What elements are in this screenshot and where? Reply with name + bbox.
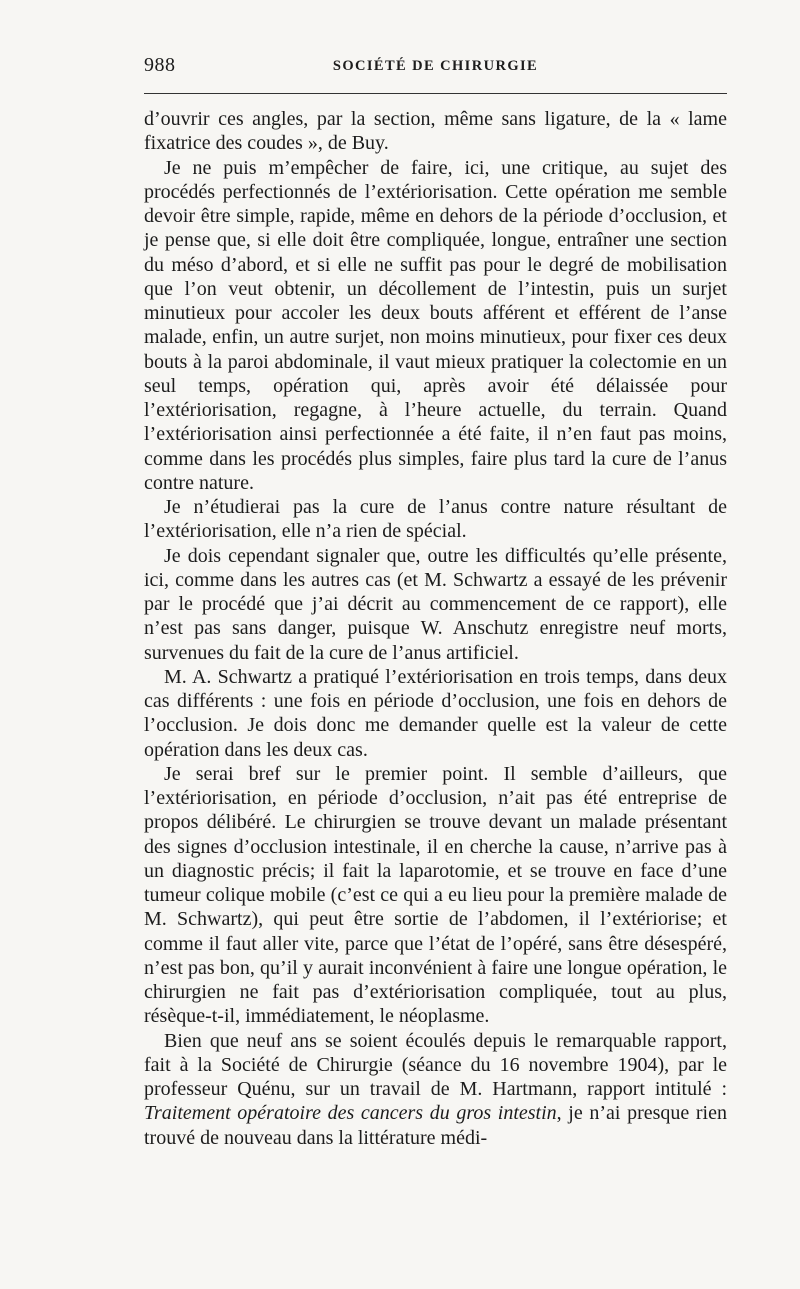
paragraph: Je ne puis m’empêcher de faire, ici, une critique, au sujet des procédés perfectionnés de l’extériorisation. Cette opération me semble devoir être simple, rapide, même en dehors de la période d’occlusion, et je pense que, si elle doit être compliquée, longue, entraîner une section du méso d’abord, et si elle ne suffit pas pour le degré de mobilisation que l’on veut obtenir, un décollement de l’intestin, puis un surjet minutieux pour accoler les deux bouts afférent et efférent de l’anse malade, enfin, un autre surjet, non moins minutieux, pour fixer ces deux bouts à la paroi abdominale, il vaut mieux pratiquer la colectomie en un seul temps, opération qui, après avoir été délaissée pour l’extériorisation, regagne, à l’heure actuelle, du terrain. Quand l’extériorisation ainsi perfectionnée a été faite, il n’en faut pas moins, comme dans les procédés plus simples, faire plus tard la cure de l’anus contre nature. [144, 156, 727, 494]
paragraph: M. A. Schwartz a pratiqué l’extériorisation en trois temps, dans deux cas différents : une fois en période d’occlusion, une fois en dehors de l’occlusion. Je dois donc me demander quelle est la valeur de cette opération dans les deux cas. [144, 665, 727, 761]
paragraph-text: Bien que neuf ans se soient écoulés depuis le remarquable rapport, fait à la Société de Chirurgie (séance du 16 novembre 1904), par le professeur Quénu, sur un travail de M. Hartmann, rapport intitulé : [144, 1029, 727, 1100]
header-rule [144, 93, 727, 94]
paragraph: Je n’étudierai pas la cure de l’anus contre nature résultant de l’extériorisation, elle n’a rien de spécial. [144, 496, 727, 543]
paragraph: d’ouvrir ces angles, par la section, même sans ligature, de la « lame fixatrice des coudes », de Buy. [144, 108, 727, 155]
paragraph [144, 1029, 727, 1150]
paragraph: Je dois cependant signaler que, outre les difficultés qu’elle présente, ici, comme dans les autres cas (et M. Schwartz a essayé de les prévenir par le procédé que j’ai décrit au commencement de ce rapport), elle n’est pas sans danger, puisque W. Anschutz enregistre neuf morts, survenues du fait de la cure de l’anus artificiel. [144, 544, 727, 664]
paragraph: Je serai bref sur le premier point. Il semble d’ailleurs, que l’extériorisation, en période d’occlusion, n’ait pas été entreprise de propos délibéré. Le chirurgien se trouve devant un malade présentant des signes d’occlusion intestinale, il en cherche la cause, n’arrive pas à un diagnostic précis; il fait la laparotomie, et se trouve en face d’une tumeur colique mobile (c’est ce qui a eu lieu pour la première malade de M. Schwartz), qui peut être sortie de l’abdomen, il l’extériorise; et comme il faut aller vite, parce que l’état de l’opéré, sans être désespéré, n’est pas bon, qu’il y aurait inconvénient à faire une longue opération, le chirurgien ne fait pas d’extériorisation compliquée, tout au plus, résèque-t-il, immédiatement, le néoplasme. [144, 762, 727, 1028]
page-header [144, 54, 727, 82]
body-text [144, 107, 727, 1150]
paragraph-text: , je n’ai presque rien trouvé de nouveau dans la littérature médi- [144, 1102, 727, 1149]
page-number: 988 [144, 54, 176, 76]
cited-title: Traitement opératoire des cancers du gros intestin [144, 1102, 557, 1125]
running-head: SOCIÉTÉ DE CHIRURGIE [332, 58, 539, 74]
